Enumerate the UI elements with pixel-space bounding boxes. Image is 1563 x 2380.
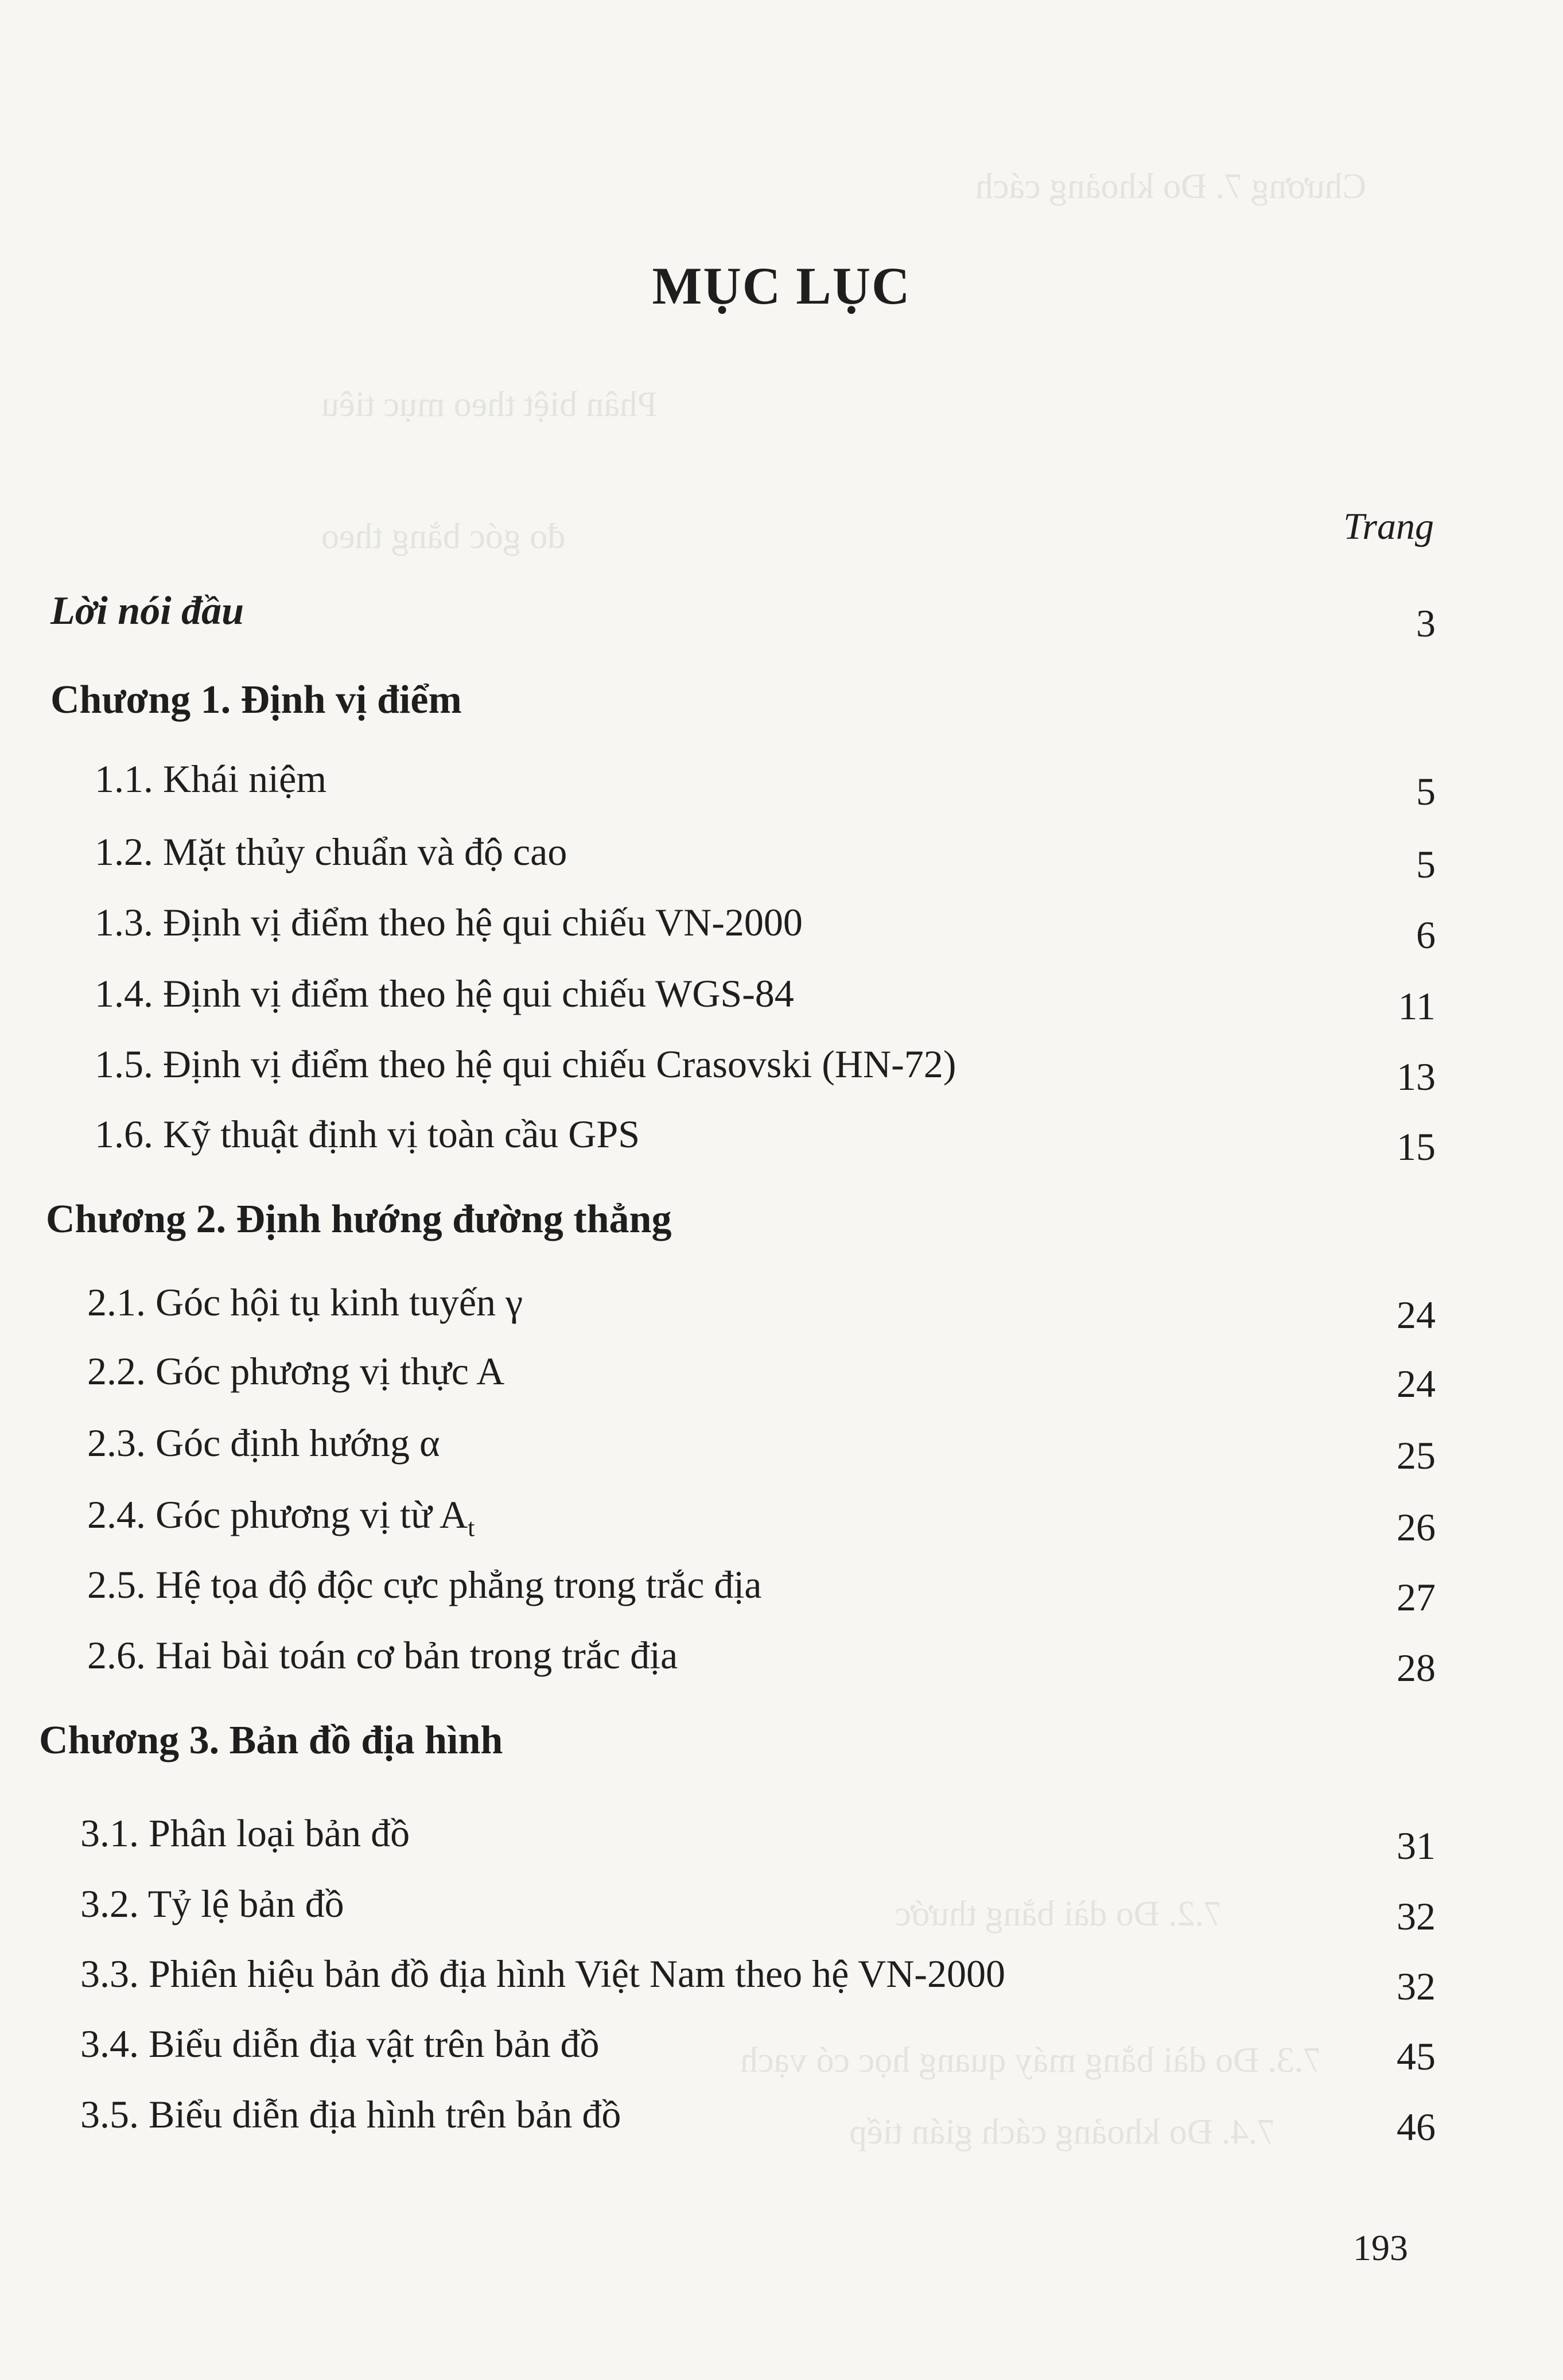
toc-chapter — [0, 677, 1563, 735]
toc-entry-label: 1.6. Kỹ thuật định vị toàn cầu GPS — [95, 1112, 640, 1156]
toc-entry-page: 32 — [1397, 1894, 1436, 1938]
toc-section — [0, 1492, 1563, 1550]
toc-entry-label: 1.4. Định vị điểm theo hệ qui chiếu WGS-84 — [95, 972, 794, 1015]
toc-preface — [0, 588, 1563, 646]
page-number: 193 — [1353, 2227, 1408, 2268]
toc-entry-label: Chương 2. Định hướng đường thẳng — [46, 1197, 672, 1241]
toc-entry-page: 24 — [1397, 1293, 1436, 1337]
toc-entry-page: 45 — [1397, 2035, 1436, 2078]
toc-entry-page: 5 — [1416, 770, 1436, 813]
toc-entry-label: 3.1. Phân loại bản đồ — [80, 1811, 410, 1855]
page-column-header: Trang — [1343, 506, 1434, 548]
toc-section — [0, 829, 1563, 887]
toc-entry-page: 6 — [1416, 913, 1436, 957]
toc-chapter — [0, 1197, 1563, 1254]
toc-chapter — [0, 1718, 1563, 1775]
toc-section — [0, 1881, 1563, 1939]
toc-entry-page: 28 — [1397, 1646, 1436, 1690]
show-through-text: Chương 7. Đo khoảng cách — [975, 167, 1367, 206]
toc-entry-label: 3.5. Biểu diễn địa hình trên bản đồ — [80, 2092, 621, 2136]
show-through-text: 7.2. Đo dài bằng thước — [895, 1894, 1222, 1933]
toc-entry-label: 2.1. Góc hội tụ kinh tuyến γ — [87, 1280, 523, 1324]
toc-section — [0, 2092, 1563, 2149]
toc-section — [0, 1951, 1563, 2009]
toc-section — [0, 1112, 1563, 1169]
toc-entry-label: 1.1. Khái niệm — [95, 757, 327, 801]
toc-entry-page: 11 — [1398, 984, 1436, 1028]
toc-entry-label: 1.3. Định vị điểm theo hệ qui chiếu VN-2000 — [95, 900, 803, 944]
toc-section — [0, 1280, 1563, 1337]
toc-entry-page: 32 — [1397, 1964, 1436, 2008]
toc-section — [0, 1042, 1563, 1099]
toc-section — [0, 756, 1563, 814]
toc-section — [0, 900, 1563, 957]
show-through-text: 7.3. Đo dài bằng máy quang học có vạch — [740, 2041, 1321, 2080]
toc-entry-page: 31 — [1397, 1824, 1436, 1867]
toc-entry-label: 2.4. Góc phương vị từ $A_t$ — [87, 1493, 475, 1542]
toc-entry-page: 25 — [1397, 1434, 1436, 1477]
toc-entry-page: 15 — [1397, 1125, 1436, 1168]
toc-entry-label: Chương 3. Bản đồ địa hình — [39, 1718, 503, 1762]
toc-entry-label: Chương 1. Định vị điểm — [50, 678, 462, 722]
toc-entry-label: 1.5. Định vị điểm theo hệ qui chiếu Crasovski (HN-72) — [95, 1042, 957, 1086]
toc-section — [0, 1349, 1563, 1406]
toc-entry-label: 2.6. Hai bài toán cơ bản trong trắc địa — [87, 1633, 678, 1677]
toc-entry-label: 2.3. Góc định hướng α — [87, 1421, 440, 1465]
toc-entry-page: 5 — [1416, 842, 1436, 886]
toc-title: MỤC LỤC — [652, 257, 911, 315]
toc-entry-page: 27 — [1397, 1575, 1436, 1619]
toc-entry-label: 3.3. Phiên hiệu bản đồ địa hình Việt Nam theo hệ VN-2000 — [80, 1952, 1005, 1995]
show-through-text: Phân biệt theo mục tiêu — [321, 385, 658, 424]
toc-section — [0, 971, 1563, 1028]
toc-entry-label: 1.2. Mặt thủy chuẩn và độ cao — [95, 830, 567, 873]
toc-entry-label: 2.2. Góc phương vị thực A — [87, 1349, 505, 1393]
toc-entry-label: 2.5. Hệ tọa độ độc cực phẳng trong trắc địa — [87, 1563, 762, 1606]
toc-section — [0, 1420, 1563, 1478]
toc-entry-subscript: t — [468, 1513, 475, 1542]
show-through-text: đo góc bằng theo — [321, 517, 566, 556]
toc-entry-page: 13 — [1397, 1055, 1436, 1098]
toc-section — [0, 1633, 1563, 1690]
toc-section — [0, 1562, 1563, 1620]
toc-entry-page: 46 — [1397, 2105, 1436, 2149]
toc-entry-label: 3.4. Biểu diễn địa vật trên bản đồ — [80, 2022, 600, 2065]
toc-entry-page: 26 — [1397, 1505, 1436, 1549]
toc-entry-page: 24 — [1397, 1362, 1436, 1406]
show-through-text: 7.4. Đo khoảng cách gián tiếp — [849, 2113, 1276, 2152]
toc-entry-label: 3.2. Tỷ lệ bản đồ — [80, 1882, 344, 1925]
toc-entry-page: 3 — [1416, 601, 1436, 645]
toc-section — [0, 2021, 1563, 2079]
toc-section — [0, 1811, 1563, 1868]
toc-entry-label: Lời nói đầu — [50, 589, 244, 633]
